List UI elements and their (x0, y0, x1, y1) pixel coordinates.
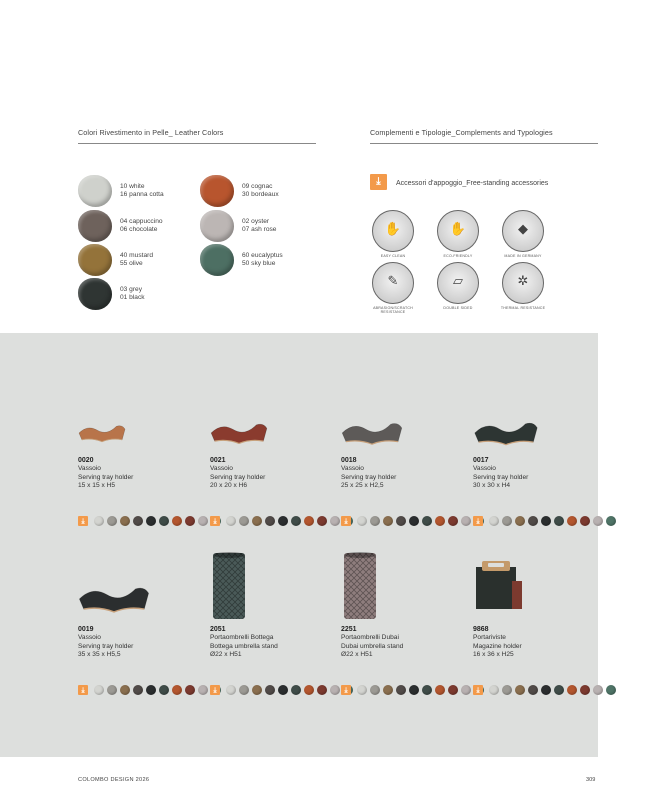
product-info (78, 457, 198, 490)
swatch-label-line1: 09 cognac (242, 182, 273, 190)
badge-glyph: ◆ (518, 221, 528, 236)
product-size: 25 x 25 x H2,5 (341, 481, 384, 489)
product-name-en: Serving tray holder (78, 473, 134, 481)
color-dot (567, 516, 577, 526)
color-dot (435, 685, 445, 695)
download-icon[interactable]: ⤓ (370, 174, 387, 190)
product-download-icon[interactable]: ⤓ (473, 685, 483, 695)
swatch-label-line2: 06 chocolate (120, 226, 158, 233)
product-color-dots (94, 516, 224, 526)
color-dot (357, 685, 367, 695)
color-dot (528, 685, 538, 695)
leather-swatch (78, 244, 153, 276)
product-color-dots (489, 516, 619, 526)
color-dot (580, 516, 590, 526)
product-name-it: Portaombrelli Bottega (210, 634, 274, 642)
product-image (78, 420, 126, 451)
made-in-germany-icon (502, 210, 544, 252)
color-dot (107, 685, 117, 695)
product-color-dots (94, 685, 224, 695)
product-download-icon[interactable]: ⤓ (210, 516, 220, 526)
leather-swatch (78, 278, 145, 310)
product-name-it: Portariviste (473, 634, 506, 642)
product-color-dots (226, 516, 356, 526)
product-size: 20 x 20 x H6 (210, 481, 248, 489)
color-dot (146, 516, 156, 526)
leather-swatch (200, 244, 283, 276)
swatch-label-line2: 16 panna cotta (120, 191, 164, 198)
swatch-label (242, 252, 283, 268)
swatch-label (242, 218, 276, 234)
color-dot (580, 685, 590, 695)
color-dot (593, 685, 603, 695)
product-name-it: Vassoio (473, 465, 496, 473)
product-name-en: Bottega umbrella stand (210, 642, 278, 650)
color-dot (252, 685, 262, 695)
badge-glyph: ✎ (387, 273, 399, 288)
swatch-label (120, 286, 145, 302)
footer-brand: COLOMBO DESIGN 2026 (78, 777, 150, 783)
badge-caption: EASY CLEAN (380, 254, 406, 258)
swatch-chip (78, 175, 112, 207)
color-dot (422, 516, 432, 526)
swatch-label (120, 183, 164, 199)
swatch-label-line1: 02 oyster (242, 217, 270, 225)
color-dot (146, 685, 156, 695)
product-image (211, 551, 247, 626)
product-name-it: Vassoio (78, 465, 101, 473)
swatch-chip (78, 278, 112, 310)
color-dot (265, 685, 275, 695)
product-size: 16 x 36 x H25 (473, 650, 514, 658)
color-dot (252, 516, 262, 526)
eco-friendly-icon (437, 210, 479, 252)
swatch-chip (78, 244, 112, 276)
color-dot (107, 516, 117, 526)
color-dot (448, 685, 458, 695)
swatch-chip (78, 210, 112, 242)
color-dot (448, 516, 458, 526)
color-dot (606, 685, 616, 695)
product-name-it: Portaombrelli Dubai (341, 634, 399, 642)
color-dot (409, 685, 419, 695)
badge-caption: ECO-FRIENDLY (443, 254, 473, 258)
color-dot (502, 685, 512, 695)
product-info (78, 626, 198, 659)
product-color-dots (357, 685, 487, 695)
color-dot (567, 685, 577, 695)
color-dot (422, 685, 432, 695)
color-dot (133, 685, 143, 695)
badge-caption: DOUBLE SIDED (443, 306, 473, 310)
color-dot (515, 516, 525, 526)
leather-swatch (78, 175, 164, 207)
color-dot (172, 685, 182, 695)
color-dot (435, 516, 445, 526)
color-dot (304, 685, 314, 695)
swatch-label-line2: 07 ash rose (242, 226, 277, 233)
swatch-label-line1: 10 white (120, 182, 145, 190)
product-image (473, 420, 539, 451)
color-dot (120, 685, 130, 695)
swatch-label-line1: 04 cappuccino (120, 217, 163, 225)
accessories-label: Accessori d'appoggio_Free-standing accessories (396, 180, 549, 187)
product-download-icon[interactable]: ⤓ (210, 685, 220, 695)
leather-heading-rule (78, 143, 316, 144)
product-info (210, 626, 330, 659)
color-dot (370, 516, 380, 526)
complements-heading-rule (370, 143, 598, 144)
swatch-label (120, 252, 153, 268)
product-code: 0018 (341, 457, 357, 464)
swatch-label-line2: 50 sky blue (242, 260, 276, 267)
product-name-en: Magazine holder (473, 642, 522, 650)
thermal-resistance-icon (502, 262, 544, 304)
color-dot (461, 685, 471, 695)
color-dot (489, 516, 499, 526)
swatch-label-line2: 01 black (120, 294, 145, 301)
swatch-label (242, 183, 279, 199)
product-info (210, 457, 330, 490)
leather-swatch (200, 210, 276, 242)
badge-caption: ABRASION/SCRATCH RESISTANCE (373, 306, 413, 314)
color-dot (357, 516, 367, 526)
product-name-en: Serving tray holder (78, 642, 134, 650)
color-dot (528, 516, 538, 526)
badge-caption: THERMAL RESISTANCE (500, 306, 546, 310)
color-dot (317, 516, 327, 526)
color-dot (185, 685, 195, 695)
color-dot (489, 685, 499, 695)
product-size: 15 x 15 x H5 (78, 481, 116, 489)
color-dot (239, 685, 249, 695)
product-name-it: Vassoio (78, 634, 101, 642)
color-dot (278, 685, 288, 695)
product-download-icon[interactable]: ⤓ (78, 685, 88, 695)
product-size: 35 x 35 x H5,5 (78, 650, 121, 658)
badge-caption: MADE IN GERMANY (504, 254, 542, 258)
product-size: Ø22 x H51 (210, 650, 242, 658)
product-name-it: Vassoio (210, 465, 233, 473)
color-dot (198, 685, 208, 695)
complements-heading: Complementi e Tipologie_Complements and Typologies (370, 128, 553, 137)
color-dot (554, 516, 564, 526)
product-code: 0021 (210, 457, 226, 464)
product-info (473, 626, 593, 659)
color-dot (502, 516, 512, 526)
color-dot (554, 685, 564, 695)
product-size: Ø22 x H51 (341, 650, 373, 658)
abrasion-resistance-icon (372, 262, 414, 304)
product-name-en: Serving tray holder (210, 473, 266, 481)
color-dot (159, 516, 169, 526)
leather-swatch (78, 210, 163, 242)
leather-colors-heading: Colori Rivestimento in Pelle_ Leather Colors (78, 128, 224, 137)
color-dot (94, 685, 104, 695)
swatch-label (120, 218, 163, 234)
color-dot (172, 516, 182, 526)
badge-glyph: ▱ (453, 273, 463, 288)
easy-clean-icon (372, 210, 414, 252)
color-dot (317, 685, 327, 695)
product-code: 2051 (210, 626, 226, 633)
product-download-icon[interactable]: ⤓ (473, 516, 483, 526)
color-dot (370, 685, 380, 695)
product-code: 0019 (78, 626, 94, 633)
color-dot (383, 516, 393, 526)
color-dot (185, 516, 195, 526)
color-dot (593, 516, 603, 526)
product-code: 0020 (78, 457, 94, 464)
product-download-icon[interactable]: ⤓ (341, 516, 351, 526)
color-dot (461, 516, 471, 526)
product-info (341, 457, 461, 490)
product-color-dots (226, 685, 356, 695)
product-download-icon[interactable]: ⤓ (78, 516, 88, 526)
product-image (341, 420, 403, 451)
product-code: 0017 (473, 457, 489, 464)
product-image (78, 582, 150, 621)
swatch-chip (200, 210, 234, 242)
product-color-dots (357, 516, 487, 526)
swatch-label-line1: 40 mustard (120, 251, 153, 259)
swatch-chip (200, 175, 234, 207)
badge-glyph: ✋ (449, 221, 467, 236)
color-dot (541, 516, 551, 526)
swatch-label-line1: 60 eucalyptus (242, 251, 283, 259)
color-dot (226, 685, 236, 695)
color-dot (515, 685, 525, 695)
color-dot (304, 516, 314, 526)
color-dot (239, 516, 249, 526)
color-dot (291, 685, 301, 695)
product-download-icon[interactable]: ⤓ (341, 685, 351, 695)
product-code: 2251 (341, 626, 357, 633)
color-dot (198, 516, 208, 526)
product-color-dots (489, 685, 619, 695)
color-dot (330, 685, 340, 695)
color-dot (291, 516, 301, 526)
product-image (210, 420, 268, 451)
color-dot (330, 516, 340, 526)
product-info (473, 457, 593, 490)
color-dot (409, 516, 419, 526)
badge-glyph: ✋ (384, 221, 402, 236)
product-size: 30 x 30 x H4 (473, 481, 511, 489)
color-dot (383, 685, 393, 695)
swatch-label-line1: 03 grey (120, 285, 142, 293)
double-sided-icon (437, 262, 479, 304)
product-image (472, 557, 528, 618)
product-code: 9868 (473, 626, 489, 633)
color-dot (94, 516, 104, 526)
product-name-en: Dubai umbrella stand (341, 642, 404, 650)
product-image (342, 551, 378, 626)
color-dot (120, 516, 130, 526)
color-dot (226, 516, 236, 526)
color-dot (396, 516, 406, 526)
product-name-it: Vassoio (341, 465, 364, 473)
badge-glyph: ✲ (517, 273, 529, 288)
swatch-chip (200, 244, 234, 276)
swatch-label-line2: 55 olive (120, 260, 143, 267)
product-name-en: Serving tray holder (473, 473, 529, 481)
product-info (341, 626, 461, 659)
color-dot (265, 516, 275, 526)
color-dot (159, 685, 169, 695)
color-dot (133, 516, 143, 526)
color-dot (278, 516, 288, 526)
page-number: 309 (586, 777, 596, 783)
swatch-label-line2: 30 bordeaux (242, 191, 279, 198)
color-dot (606, 516, 616, 526)
leather-swatch (200, 175, 279, 207)
product-name-en: Serving tray holder (341, 473, 397, 481)
color-dot (396, 685, 406, 695)
color-dot (541, 685, 551, 695)
